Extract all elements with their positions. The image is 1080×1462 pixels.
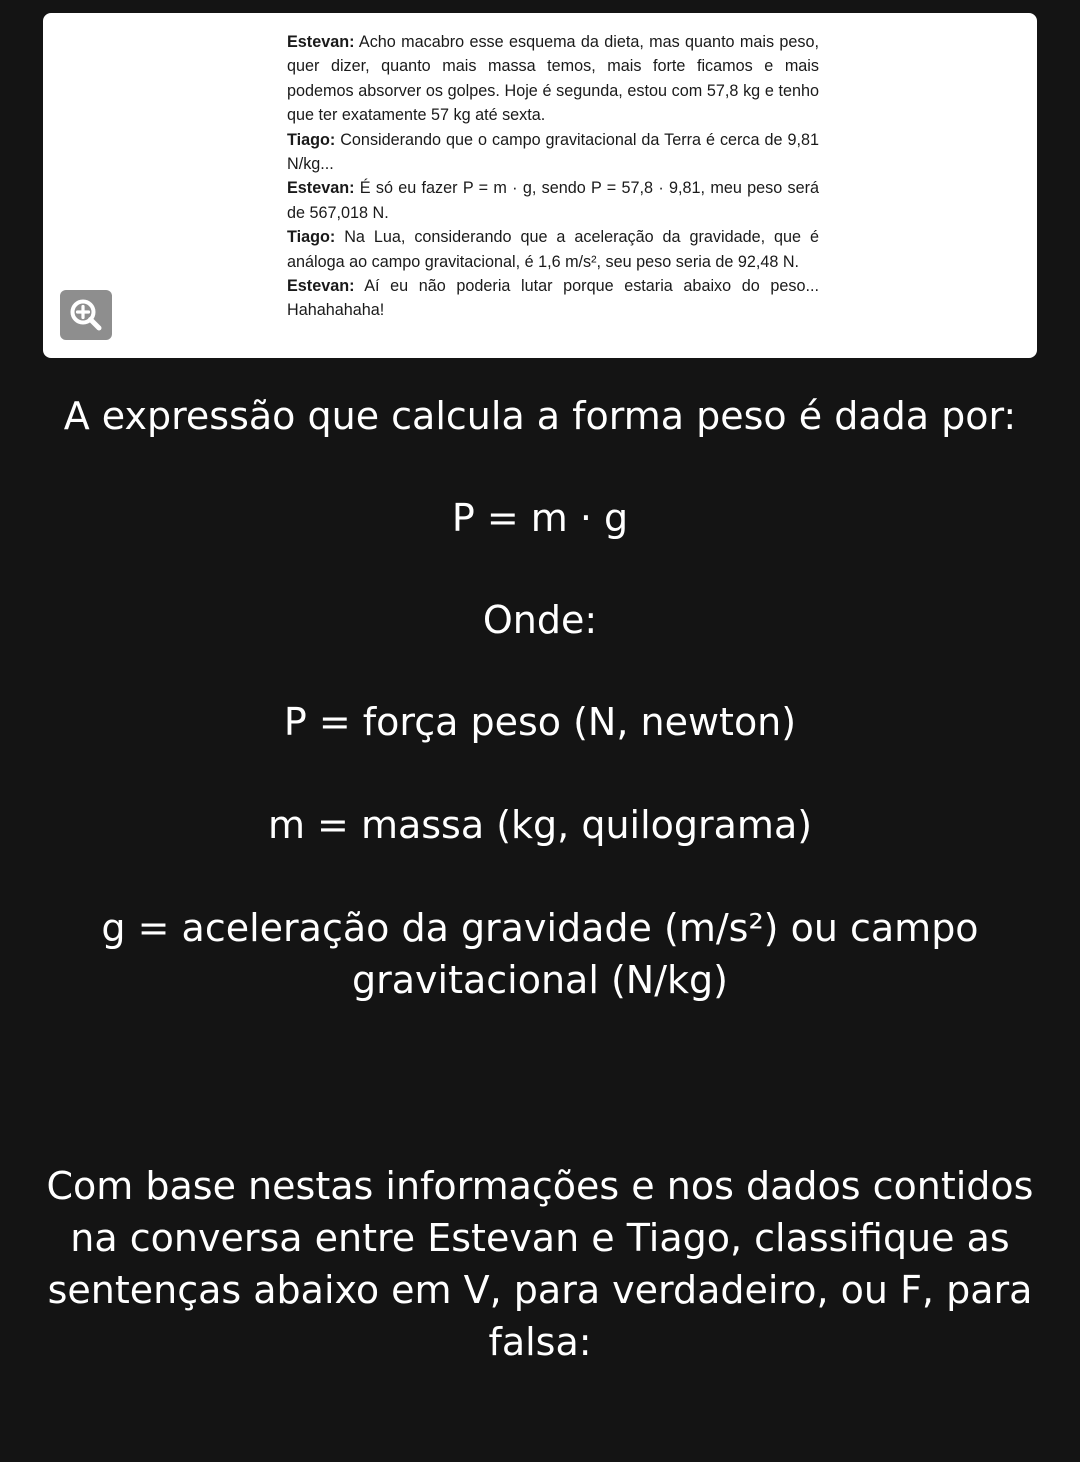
dialogue-speech: Considerando que o campo gravitacional da Terra é cerca de 9,81 N/kg... — [287, 130, 819, 174]
speaker-name: Estevan: — [287, 33, 355, 51]
definition-g: g = aceleração da gravidade (m/s²) ou campo gravitacional (N/kg) — [101, 906, 979, 1002]
speaker-name: Tiago: — [287, 130, 336, 149]
where-label: Onde: — [482, 598, 598, 642]
dialogue-line — [287, 225, 819, 274]
dialogue-line — [287, 128, 819, 177]
dialogue-speech: Na Lua, considerando que a aceleração da gravidade, que é análoga ao campo gravitacional, é 1,6 m/s², seu peso seria de 92,48 N. — [287, 228, 819, 271]
speaker-name: Tiago: — [287, 228, 336, 247]
speaker-name: Estevan: — [287, 277, 355, 296]
dialogue-line — [287, 176, 819, 225]
definition-p: P = força peso (N, newton) — [283, 700, 797, 744]
dialogue-speech: Aí eu não poderia lutar porque estaria abaixo do peso... Hahahahaha! — [287, 277, 819, 320]
embedded-text-image[interactable] — [43, 13, 1037, 358]
dialogue-line — [287, 274, 819, 323]
zoom-button[interactable] — [60, 290, 112, 340]
dialogue-speech: Acho macabro esse esquema da dieta, mas quanto mais peso, quer dizer, quanto mais massa temos, mais forte ficamos e mais podemos absorver os golpes. Hoje é segunda, estou com 57,8 kg e tenho que ter exatamente 57 kg até sexta. — [287, 33, 819, 125]
zoom-in-icon — [69, 298, 103, 332]
closing-instructions: Com base nestas informações e nos dados contidos na conversa entre Estevan e Tiago, classifique as sentenças abaixo em V, para verdadeiro, ou F, para falsa: — [46, 1164, 1034, 1364]
speaker-name: Estevan: — [287, 179, 355, 198]
intro-text: A expressão que calcula a forma peso é dada por: — [63, 394, 1017, 438]
dialogue-line — [287, 30, 819, 128]
dialogue-text — [287, 30, 819, 323]
weight-formula: P = m · g — [451, 496, 629, 540]
answer-content — [40, 390, 1040, 1368]
definition-m: m = massa (kg, quilograma) — [267, 803, 813, 847]
dialogue-speech: É só eu fazer P = m · g, sendo P = 57,8 · 9,81, meu peso será de 567,018 N. — [287, 179, 819, 222]
